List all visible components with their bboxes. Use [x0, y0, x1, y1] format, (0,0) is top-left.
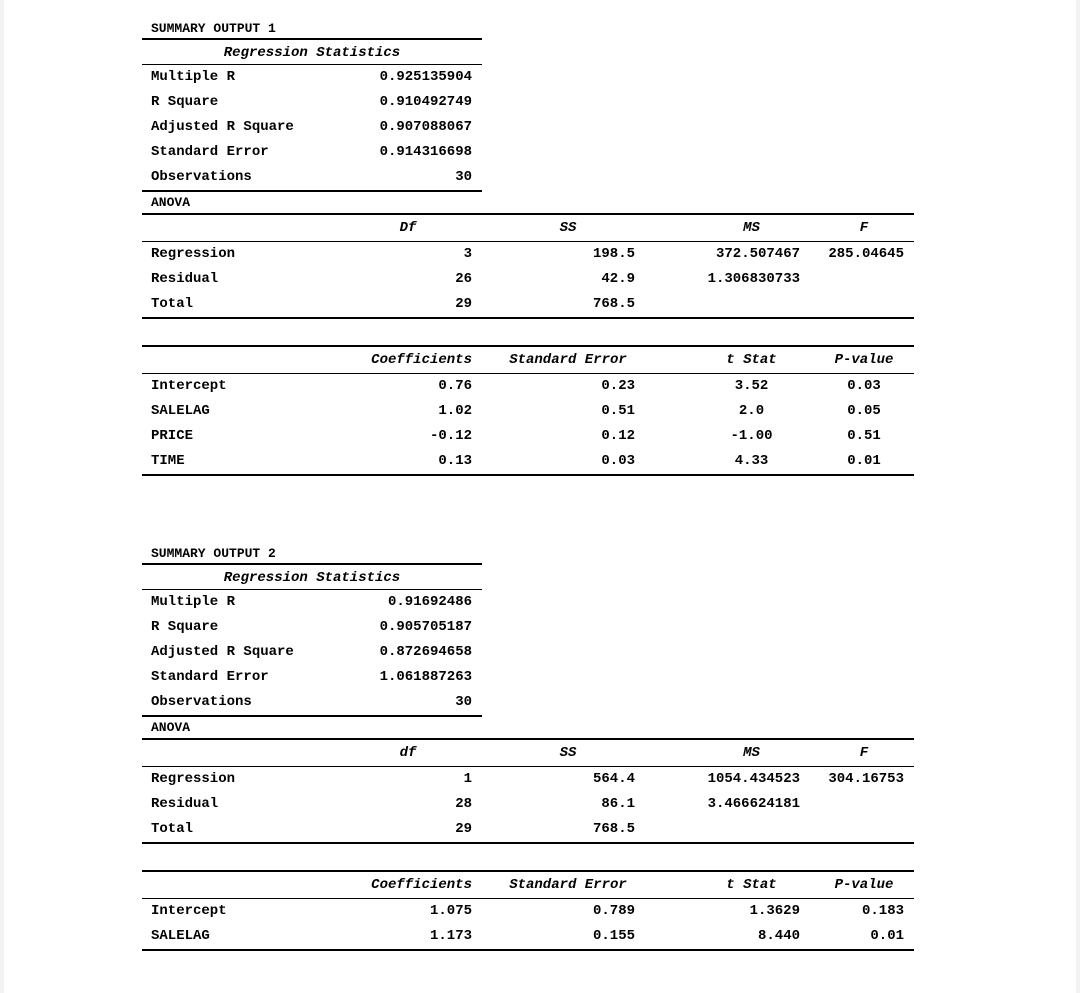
stat-value: 0.907088067	[379, 119, 472, 135]
anova-source: Regression	[151, 246, 236, 262]
stat-label: Adjusted R Square	[151, 644, 294, 660]
column-header-standard-error: Standard Error	[509, 877, 627, 893]
coef-row	[142, 924, 914, 949]
coef-row	[142, 449, 914, 474]
anova-ss: 768.5	[592, 821, 635, 837]
column-header-ss: SS	[559, 220, 577, 236]
stat-label: Adjusted R Square	[151, 119, 294, 135]
stat-value: 30	[455, 169, 472, 185]
stat-label: Standard Error	[151, 669, 269, 685]
coef-t-stat: 2.0	[738, 403, 765, 419]
coef-t-stat: 8.440	[757, 928, 800, 944]
anova-f: 285.04645	[828, 246, 904, 262]
coef-name: SALELAG	[151, 403, 210, 419]
coef-row	[142, 399, 914, 424]
column-header-t-stat: t Stat	[726, 877, 777, 893]
stat-label: Standard Error	[151, 144, 269, 160]
coef-se: 0.12	[601, 428, 635, 444]
anova-ss: 86.1	[601, 796, 635, 812]
anova-row	[142, 292, 914, 317]
anova-ms: 1.306830733	[707, 271, 800, 287]
coef-value: 0.76	[438, 378, 472, 394]
regression-stat-row	[142, 615, 482, 640]
coef-se: 0.23	[601, 378, 635, 394]
column-header-df: df	[399, 745, 417, 761]
anova-ss: 564.4	[592, 771, 635, 787]
column-header-f: F	[859, 745, 869, 761]
anova-ss: 768.5	[592, 296, 635, 312]
coef-p-value: 0.01	[847, 453, 881, 469]
stat-label: Multiple R	[151, 594, 236, 610]
column-header-standard-error: Standard Error	[509, 352, 627, 368]
stat-value: 0.910492749	[379, 94, 472, 110]
coef-value: 0.13	[438, 453, 472, 469]
summary-output-1	[142, 18, 914, 476]
summary-title: SUMMARY OUTPUT 1	[151, 21, 276, 36]
regression-stat-row	[142, 590, 482, 615]
coef-name: Intercept	[151, 378, 227, 394]
anova-ms: 372.507467	[715, 246, 800, 262]
stat-label: Observations	[151, 694, 252, 710]
coef-se: 0.789	[592, 903, 635, 919]
column-header-p-value: P-value	[834, 877, 894, 893]
coef-p-value: 0.05	[847, 403, 881, 419]
coef-header-row	[142, 872, 914, 898]
regression-stat-row	[142, 165, 482, 190]
stat-value: 0.914316698	[379, 144, 472, 160]
coef-row	[142, 374, 914, 399]
coef-p-value: 0.01	[870, 928, 904, 944]
regression-stat-row	[142, 140, 482, 165]
anova-df: 28	[455, 796, 472, 812]
anova-df: 26	[455, 271, 472, 287]
stat-label: Observations	[151, 169, 252, 185]
anova-row	[142, 242, 914, 267]
coef-t-stat: 4.33	[734, 453, 769, 469]
anova-df: 1	[463, 771, 472, 787]
coef-name: Intercept	[151, 903, 227, 919]
coef-name: TIME	[151, 453, 185, 469]
anova-label: ANOVA	[151, 720, 191, 735]
column-header-p-value: P-value	[834, 352, 894, 368]
coef-value: 1.173	[429, 928, 472, 944]
column-header-t-stat: t Stat	[726, 352, 777, 368]
summary-title: SUMMARY OUTPUT 2	[151, 546, 276, 561]
anova-source: Total	[151, 296, 194, 312]
anova-f: 304.16753	[828, 771, 904, 787]
stat-value: 0.872694658	[379, 644, 472, 660]
regression-stat-row	[142, 65, 482, 90]
coef-p-value: 0.183	[861, 903, 904, 919]
column-header-coefficients: Coefficients	[371, 877, 472, 893]
anova-ss: 198.5	[592, 246, 635, 262]
stat-label: Multiple R	[151, 69, 236, 85]
coef-t-stat: 3.52	[734, 378, 769, 394]
anova-row	[142, 267, 914, 292]
stat-label: R Square	[151, 94, 219, 110]
column-header-ms: MS	[743, 220, 760, 236]
column-header-ss: SS	[559, 745, 577, 761]
regression-stat-row	[142, 690, 482, 715]
stat-label: R Square	[151, 619, 219, 635]
document-page	[4, 0, 1076, 993]
anova-df: 3	[463, 246, 472, 262]
coef-p-value: 0.51	[847, 428, 881, 444]
anova-ms: 3.466624181	[707, 796, 800, 812]
anova-source: Total	[151, 821, 194, 837]
anova-ms: 1054.434523	[707, 771, 800, 787]
column-header-ms: MS	[743, 745, 760, 761]
anova-row	[142, 792, 914, 817]
anova-row	[142, 767, 914, 792]
coef-value: -0.12	[429, 428, 472, 444]
coef-value: 1.075	[429, 903, 472, 919]
anova-df: 29	[455, 821, 472, 837]
coef-value: 1.02	[438, 403, 472, 419]
coef-name: SALELAG	[151, 928, 210, 944]
stat-value: 0.925135904	[379, 69, 472, 85]
anova-df: 29	[455, 296, 472, 312]
coef-se: 0.03	[601, 453, 635, 469]
anova-row	[142, 817, 914, 842]
column-header-df: Df	[399, 220, 417, 236]
regression-stat-row	[142, 115, 482, 140]
regression-stat-row	[142, 90, 482, 115]
regression-statistics-header: Regression Statistics	[223, 45, 401, 61]
coef-header-row	[142, 347, 914, 373]
divider	[142, 949, 914, 951]
stat-value: 0.905705187	[379, 619, 472, 635]
column-header-f: F	[859, 220, 869, 236]
anova-header-row	[142, 740, 914, 766]
coef-name: PRICE	[151, 428, 194, 444]
coef-p-value: 0.03	[847, 378, 881, 394]
stat-value: 1.061887263	[379, 669, 472, 685]
coef-se: 0.51	[601, 403, 635, 419]
regression-stat-row	[142, 665, 482, 690]
anova-label: ANOVA	[151, 195, 191, 210]
stat-value: 0.91692486	[387, 594, 472, 610]
coef-t-stat: 1.3629	[749, 903, 800, 919]
stat-value: 30	[455, 694, 472, 710]
anova-ss: 42.9	[601, 271, 635, 287]
regression-statistics-header: Regression Statistics	[223, 570, 401, 586]
column-header-coefficients: Coefficients	[371, 352, 472, 368]
coef-se: 0.155	[592, 928, 635, 944]
anova-source: Regression	[151, 771, 236, 787]
anova-header-row	[142, 215, 914, 241]
divider	[142, 474, 914, 476]
anova-source: Residual	[151, 271, 219, 287]
coef-row	[142, 899, 914, 924]
coef-row	[142, 424, 914, 449]
regression-stat-row	[142, 640, 482, 665]
anova-source: Residual	[151, 796, 219, 812]
coef-t-stat: -1.00	[730, 428, 773, 444]
summary-output-2	[142, 543, 914, 951]
